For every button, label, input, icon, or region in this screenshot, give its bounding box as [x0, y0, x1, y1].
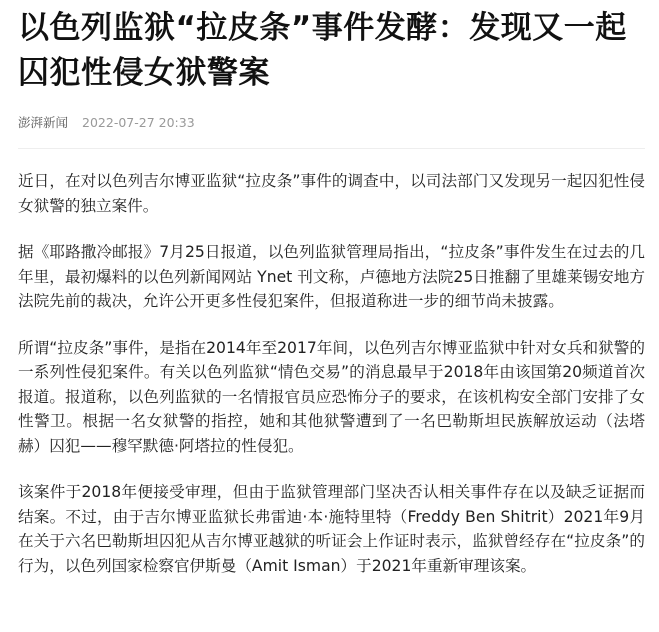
meta-divider — [18, 148, 645, 149]
article-paragraph-2: 据《耶路撒冷邮报》7月25日报道，以色列监狱管理局指出，“拉皮条”事件发生在过去的几年里，最初爆料的以色列新闻网站 Ynet 刊文称，卢德地方法院25日推翻了里雄莱锡安地方法院先前的裁决，允许公开更多性侵犯案件，但报道称进一步的细节尚未披露。 — [18, 243, 645, 310]
article-body — [18, 169, 645, 578]
publish-time: 2022-07-27 20:33 — [82, 115, 195, 130]
article-paragraph-3: 所谓“拉皮条”事件，是指在2014年至2017年间，以色列吉尔博亚监狱中针对女兵和狱警的一系列性侵犯案件。有关以色列监狱“情色交易”的消息最早于2018年由该国第20频道首次报道。报道称，以色列监狱的一名情报官员应恐怖分子的要求，在该机构安全部门安排了女性警卫。根据一名女狱警的指控，她和其他狱警遭到了一名巴勒斯坦民族解放运动（法塔赫）囚犯——穆罕默德·阿塔拉的性侵犯。 — [18, 338, 645, 455]
article-paragraph-1: 近日，在对以色列吉尔博亚监狱“拉皮条”事件的调查中，以司法部门又发现另一起囚犯性侵女狱警的独立案件。 — [18, 172, 645, 215]
article-title: 以色列监狱“拉皮条”事件发酵：发现又一起囚犯性侵女狱警案 — [18, 10, 627, 91]
source-name[interactable]: 澎湃新闻 — [18, 115, 69, 130]
article-meta — [18, 114, 645, 132]
article-paragraph-4: 该案件于2018年便接受审理，但由于监狱管理部门坚决否认相关事件存在以及缺乏证据而结案。不过，由于吉尔博亚监狱长弗雷迪·本·施特里特（Freddy Ben Shitrit）2021年9月在关于六名巴勒斯坦囚犯从吉尔博亚越狱的听证会上作证时表示，监狱曾经存在“拉皮条”的行为，以色列国家检察官伊斯曼（Amit Isman）于2021年重新审理该案。 — [18, 483, 645, 575]
